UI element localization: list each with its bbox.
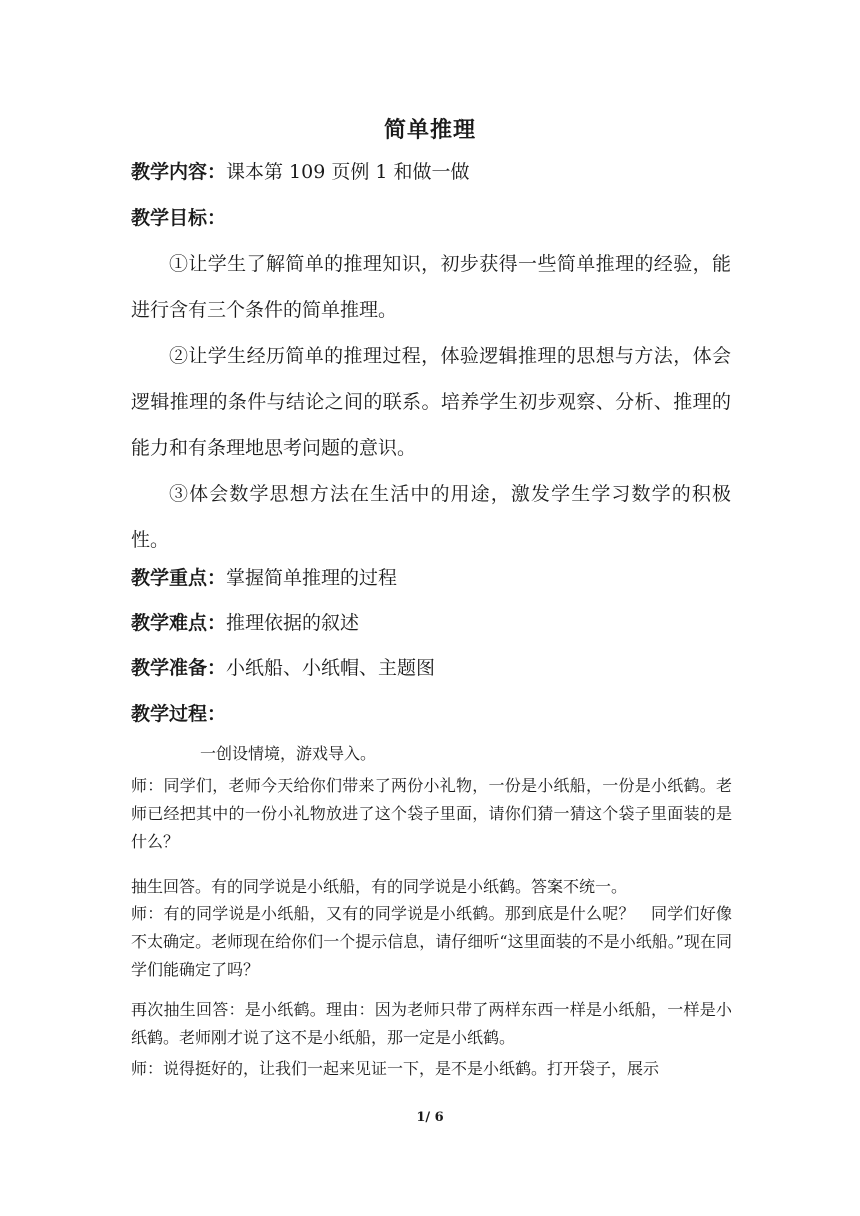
key-point-label: 教学重点： (131, 567, 227, 589)
preparation-text: 小纸船、小纸帽、主题图 (226, 657, 436, 679)
difficulty-text: 推理依据的叙述 (226, 612, 360, 634)
page-title: 简单推理 (383, 117, 476, 143)
key-point-text: 掌握简单推理的过程 (226, 567, 398, 589)
process-paragraph-6: 师：说得挺好的，让我们一起来见证一下，是不是小纸鹤。打开袋子，展示 (131, 1059, 660, 1078)
content-line (131, 149, 731, 195)
goals-label: 教学目标： (131, 207, 227, 229)
key-point-line (131, 555, 731, 601)
preparation-line (131, 645, 731, 691)
preparation-label: 教学准备： (131, 657, 227, 679)
goal-paragraph-2: ②让学生经历简单的推理过程，体验逻辑推理的思想与方法，体会逻辑推理的条件与结论之间的联系。培养学生初步观察、分析、推理的能力和有条理地思考问题的意识。 (131, 345, 731, 459)
process-heading (131, 691, 731, 737)
difficulty-line (131, 600, 731, 646)
process-paragraph-1: 一创设情境，游戏导入。 (200, 744, 377, 763)
process-paragraph-3: 抽生回答。有的同学说是小纸船，有的同学说是小纸鹤。答案不统一。 (131, 877, 628, 896)
goal-paragraph-3: ③体会数学思想方法在生活中的用途，激发学生学习数学的积极性。 (131, 483, 731, 551)
process-paragraph-4: 师：有的同学说是小纸船，又有的同学说是小纸鹤。那到底是什么呢？ 同学们好像不太确定。老师现在给你们一个提示信息，请仔细听“这里面装的不是小纸船。”现在同学们能确定了吗？ (131, 904, 732, 979)
process-paragraph-2: 师：同学们，老师今天给你们带来了两份小礼物，一份是小纸船，一份是小纸鹤。老师已经把其中的一份小礼物放进了这个袋子里面，请你们猜一猜这个袋子里面装的是什么？ (131, 776, 732, 851)
process-paragraph-5: 再次抽生回答：是小纸鹤。理由：因为老师只带了两样东西一样是小纸船，一样是小纸鹤。老师刚才说了这不是小纸船，那一定是小纸鹤。 (131, 1000, 732, 1047)
goal-paragraph-1: ①让学生了解简单的推理知识，初步获得一些简单推理的经验，能进行含有三个条件的简单推理。 (131, 253, 731, 321)
page-number: 1/ 6 (416, 1110, 444, 1125)
goals-heading (131, 195, 731, 241)
content-text: 课本第 109 页例 1 和做一做 (226, 161, 470, 183)
process-label: 教学过程： (131, 703, 227, 725)
difficulty-label: 教学难点： (131, 612, 227, 634)
content-label: 教学内容： (131, 161, 227, 183)
